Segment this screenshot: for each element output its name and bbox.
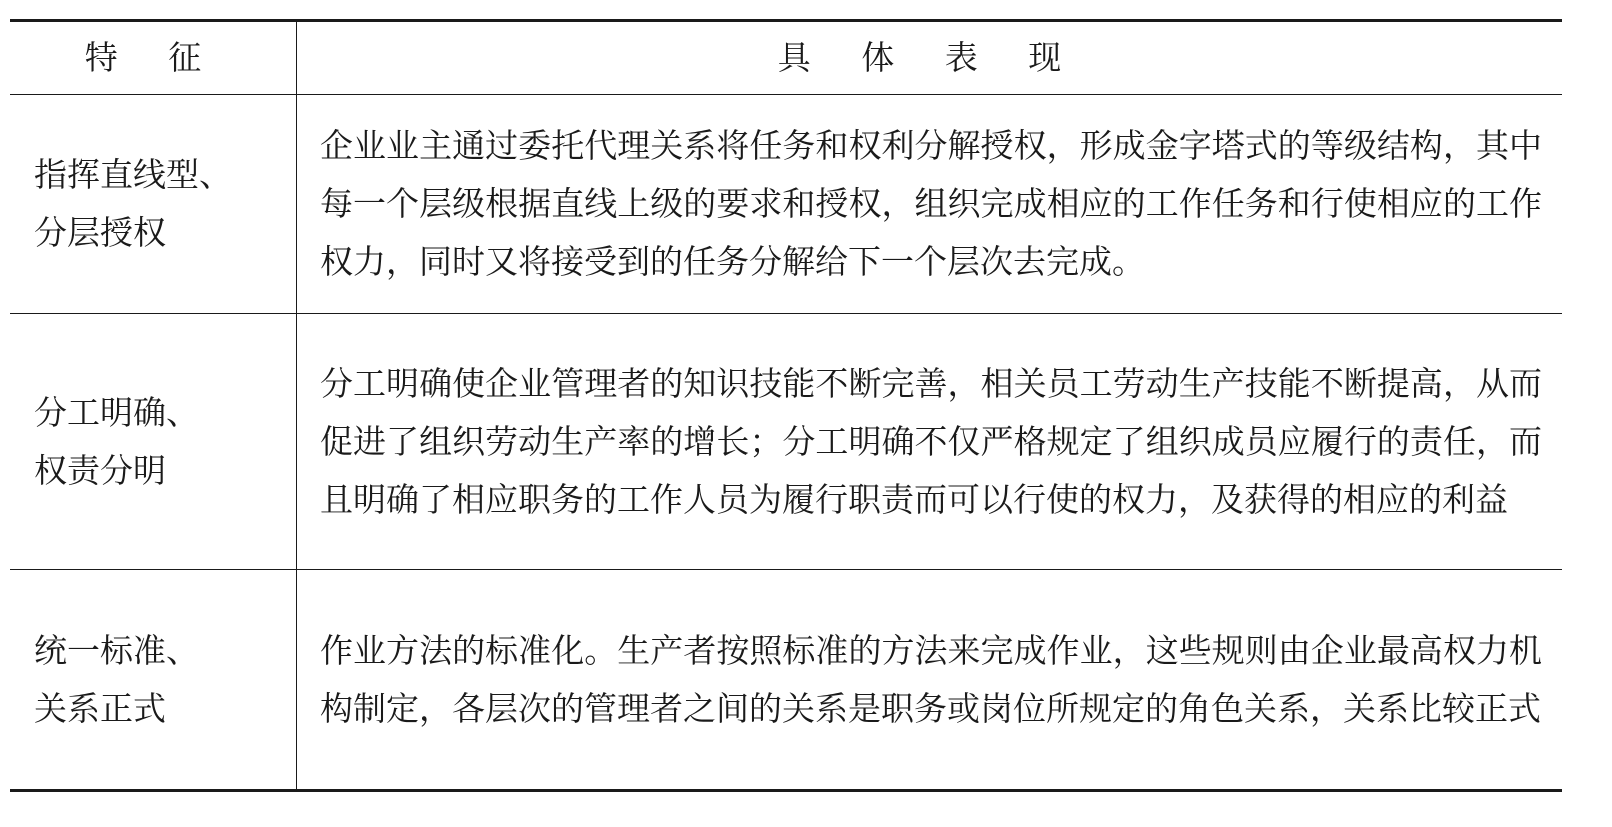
detail-text: 作业方法的标准化。生产者按照标准的方法来完成作业，这些规则由企业最高权力机构制定，各层次的管理者之间的关系是职务或岗位所规定的角色关系，关系比较正式 (320, 630, 1542, 728)
feature-cell (10, 314, 297, 569)
table-row (10, 570, 1562, 789)
detail-text: 企业业主通过委托代理关系将任务和权利分解授权，形成金字塔式的等级结构，其中每一个层级根据直线上级的要求和授权，组织完成相应的工作任务和行使相应的工作权力，同时又将接受到的任务分解给下一个层次去完成。 (320, 126, 1542, 281)
header-feature: 特 征 (10, 22, 297, 94)
feature-label: 统一标准、 关系正式 (34, 630, 199, 728)
detail-text: 分工明确使企业管理者的知识技能不断完善，相关员工劳动生产技能不断提高，从而促进了组织劳动生产率的增长；分工明确不仅严格规定了组织成员应履行的责任，而且明确了相应职务的工作人员为履行职责而可以行使的权力，及获得的相应的利益 (320, 363, 1542, 519)
table-row (10, 95, 1562, 314)
feature-cell (10, 570, 297, 789)
table-header-row (10, 22, 1562, 95)
table-row (10, 314, 1562, 570)
feature-label: 指挥直线型、 分层授权 (34, 155, 232, 252)
detail-cell (297, 95, 1562, 313)
detail-cell (297, 314, 1562, 569)
feature-cell (10, 95, 297, 313)
features-table (10, 19, 1562, 792)
feature-label: 分工明确、 权责分明 (34, 392, 199, 490)
header-detail: 具 体 表 现 (777, 38, 1082, 77)
detail-cell (297, 570, 1562, 789)
